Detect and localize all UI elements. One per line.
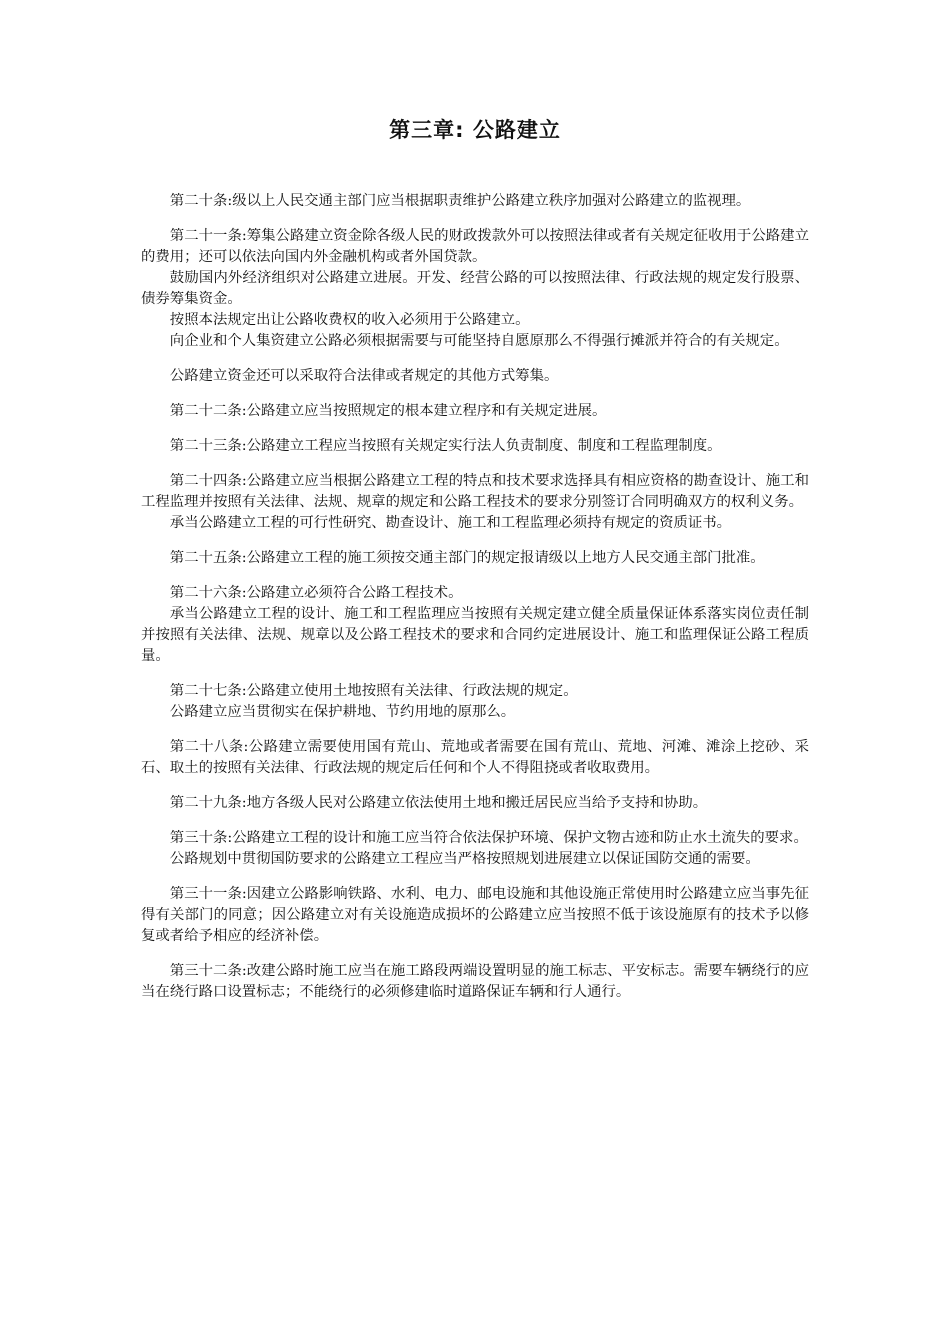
paragraph: 向企业和个人集资建立公路必须根据需要与可能坚持自愿原那么不得强行摊派并符合的有关规定。 [169,333,789,349]
paragraph: 第二十一条:筹集公路建立资金除各级人民的财政拨款外可以按照法律或者有关规定征收用于公路建立的费用；还可以依法向国内外金融机构或者外国贷款。 [141,228,809,265]
paragraph: 第二十条:级以上人民交通主部门应当根据职责维护公路建立秩序加强对公路建立的监视理。 [169,193,751,209]
paragraph: 第三十一条:因建立公路影响铁路、水利、电力、邮电设施和其他设施正常使用时公路建立应当事先征得有关部门的同意；因公路建立对有关设施造成损坏的公路建立应当按照不低于该设施原有的技术予以修复或者给予相应的经济补偿。 [141,886,809,944]
paragraph: 第二十七条:公路建立使用土地按照有关法律、行政法规的规定。 [169,683,578,699]
paragraph: 鼓励国内外经济组织对公路建立进展。开发、经营公路的可以按照法律、行政法规的规定发行股票、债券筹集资金。 [141,270,809,307]
document-body [141,191,809,1003]
paragraph: 第二十二条:公路建立应当按照规定的根本建立程序和有关规定进展。 [169,403,607,419]
paragraph: 第二十五条:公路建立工程的施工须按交通主部门的规定报请级以上地方人民交通主部门批准。 [169,550,765,566]
paragraph: 公路建立应当贯彻实在保护耕地、节约用地的原那么。 [169,704,516,720]
paragraph: 公路规划中贯彻国防要求的公路建立工程应当严格按照规划进展建立以保证国防交通的需要。 [169,851,760,867]
paragraph: 承当公路建立工程的设计、施工和工程监理应当按照有关规定建立健全质量保证体系落实岗位责任制并按照有关法律、法规、规章以及公路工程技术的要求和合同约定进展设计、施工和监理保证公路工程质量。 [141,606,809,664]
paragraph: 按照本法规定出让公路收费权的收入必须用于公路建立。 [169,312,530,328]
paragraph: 第二十八条:公路建立需要使用国有荒山、荒地或者需要在国有荒山、荒地、河滩、滩涂上挖砂、采石、取土的按照有关法律、行政法规的规定后任何和个人不得阻挠或者收取费用。 [141,739,809,776]
chapter-title: 第三章: 公路建立 [389,118,561,142]
paragraph: 第二十四条:公路建立应当根据公路建立工程的特点和技术要求选择具有相应资格的勘查设计、施工和工程监理并按照有关法律、法规、规章的规定和公路工程技术的要求分别签订合同明确双方的权利义务。 [141,473,809,510]
paragraph: 承当公路建立工程的可行性研究、勘查设计、施工和工程监理必须持有规定的资质证书。 [169,515,732,531]
paragraph: 第三十条:公路建立工程的设计和施工应当符合依法保护环境、保护文物古迹和防止水土流失的要求。 [169,830,808,846]
paragraph: 第三十二条:改建公路时施工应当在施工路段两端设置明显的施工标志、平安标志。需要车辆绕行的应当在绕行路口设置标志；不能绕行的必须修建临时道路保证车辆和行人通行。 [141,963,809,1000]
paragraph: 公路建立资金还可以采取符合法律或者规定的其他方式筹集。 [169,368,559,384]
paragraph: 第二十六条:公路建立必须符合公路工程技术。 [169,585,463,601]
paragraph: 第二十九条:地方各级人民对公路建立依法使用土地和搬迁居民应当给予支持和协助。 [169,795,708,811]
paragraph: 第二十三条:公路建立工程应当按照有关规定实行法人负责制度、制度和工程监理制度。 [169,438,722,454]
